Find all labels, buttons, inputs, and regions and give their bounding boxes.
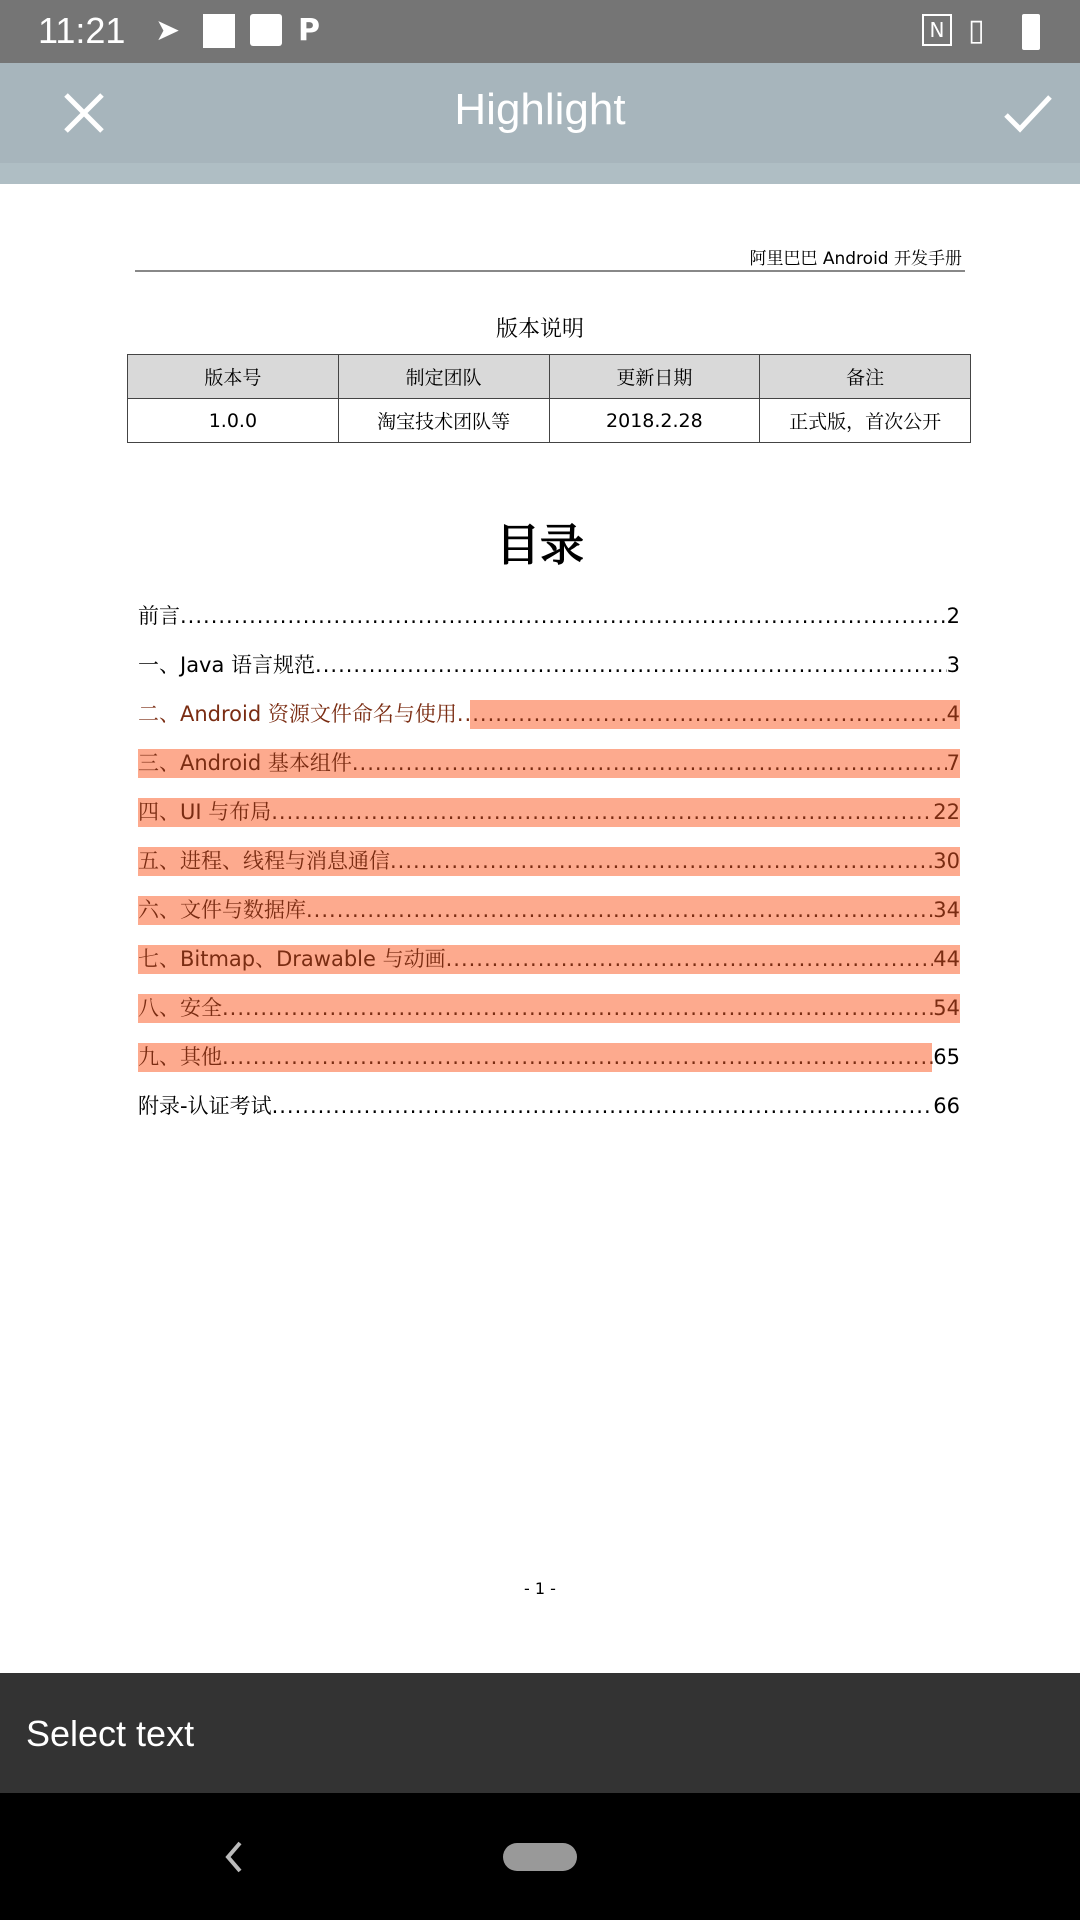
p-icon: P <box>298 13 320 48</box>
toc-label: 前言 <box>138 604 180 628</box>
table-of-contents <box>138 602 960 1141</box>
toc-label: 二、Android 资源文件命名与使用 <box>138 702 457 726</box>
toc-label: 四、UI 与布局 <box>138 800 272 824</box>
vibrate-icon: ▯ <box>968 13 985 48</box>
toc-page: 66 <box>933 1094 960 1118</box>
toc-page: 22 <box>933 800 960 824</box>
toc-label: 附录-认证考试 <box>138 1094 272 1118</box>
dot-leader <box>222 1043 933 1072</box>
dot-leader <box>446 945 934 974</box>
dot-leader <box>315 651 947 680</box>
toc-entry[interactable] <box>138 651 960 700</box>
dot-leader <box>180 602 947 631</box>
toc-page: 2 <box>946 604 960 628</box>
toc-page: 30 <box>933 849 960 873</box>
toc-page: 4 <box>946 702 960 726</box>
dot-leader <box>390 847 933 876</box>
status-bar <box>0 0 1080 63</box>
square-icon <box>203 14 235 48</box>
toc-label: 六、文件与数据库 <box>138 898 306 922</box>
version-title: 版本说明 <box>495 317 584 342</box>
toc-label: 三、Android 基本组件 <box>138 751 352 775</box>
table-cell: 淘宝技术团队等 <box>338 399 549 443</box>
table-cell: 正式版，首次公开 <box>760 399 971 443</box>
select-text-label[interactable]: Select text <box>26 1713 195 1754</box>
table-cell: 2018.2.28 <box>549 399 760 443</box>
back-icon[interactable] <box>220 1837 250 1877</box>
image-icon <box>250 14 282 46</box>
toc-entry[interactable] <box>138 602 960 651</box>
toc-label: 七、Bitmap、Drawable 与动画 <box>138 947 446 971</box>
battery-charging-icon <box>1022 14 1040 50</box>
toc-entry[interactable] <box>138 1092 960 1141</box>
document-page[interactable] <box>0 184 1080 1673</box>
toc-page: 7 <box>946 751 960 775</box>
table-row <box>128 399 971 443</box>
toc-entry[interactable] <box>138 749 960 798</box>
toc-page: 54 <box>933 996 960 1020</box>
toc-label: 一、Java 语言规范 <box>138 653 316 677</box>
dot-leader <box>306 896 933 925</box>
toc-entry[interactable] <box>138 798 960 847</box>
toc-entry[interactable] <box>138 994 960 1043</box>
dot-leader <box>272 1092 934 1121</box>
toc-label: 八、安全 <box>138 996 222 1020</box>
toc-label: 五、进程、线程与消息通信 <box>138 849 390 873</box>
toolbar <box>0 63 1080 163</box>
table-header: 备注 <box>760 355 971 399</box>
bottom-sheet[interactable] <box>0 1673 1080 1793</box>
version-table <box>127 354 971 443</box>
toc-entry[interactable] <box>138 896 960 945</box>
send-icon: ➤ <box>155 13 181 48</box>
running-header: 阿里巴巴 Android 开发手册 <box>749 249 962 269</box>
check-icon <box>998 83 1058 143</box>
toc-title: 目录 <box>496 520 584 571</box>
toc-entry[interactable] <box>138 847 960 896</box>
toolbar-shadow <box>0 163 1080 184</box>
dot-leader <box>457 700 947 729</box>
toc-page: 44 <box>933 947 960 971</box>
table-header-row <box>128 355 971 399</box>
table-header: 更新日期 <box>549 355 760 399</box>
status-time: 11:21 <box>38 10 126 51</box>
nfc-icon: N <box>922 14 952 46</box>
table-header: 制定团队 <box>338 355 549 399</box>
header-rule <box>135 270 965 272</box>
navigation-bar <box>0 1793 1080 1920</box>
page-number: - 1 - <box>524 1579 556 1598</box>
toc-page: 3 <box>946 653 960 677</box>
toc-label: 九、其他 <box>138 1045 222 1069</box>
toc-entry[interactable] <box>138 1043 960 1092</box>
dot-leader <box>271 798 933 827</box>
table-cell: 1.0.0 <box>128 399 339 443</box>
toc-entry[interactable] <box>138 945 960 994</box>
table-header: 版本号 <box>128 355 339 399</box>
toc-entry[interactable] <box>138 700 960 749</box>
toc-page: 34 <box>933 898 960 922</box>
home-pill[interactable] <box>503 1843 577 1871</box>
toolbar-title: Highlight <box>454 85 626 134</box>
confirm-button[interactable] <box>998 83 1058 143</box>
dot-leader <box>222 994 933 1023</box>
dot-leader <box>352 749 947 778</box>
toc-page: 65 <box>933 1045 960 1069</box>
